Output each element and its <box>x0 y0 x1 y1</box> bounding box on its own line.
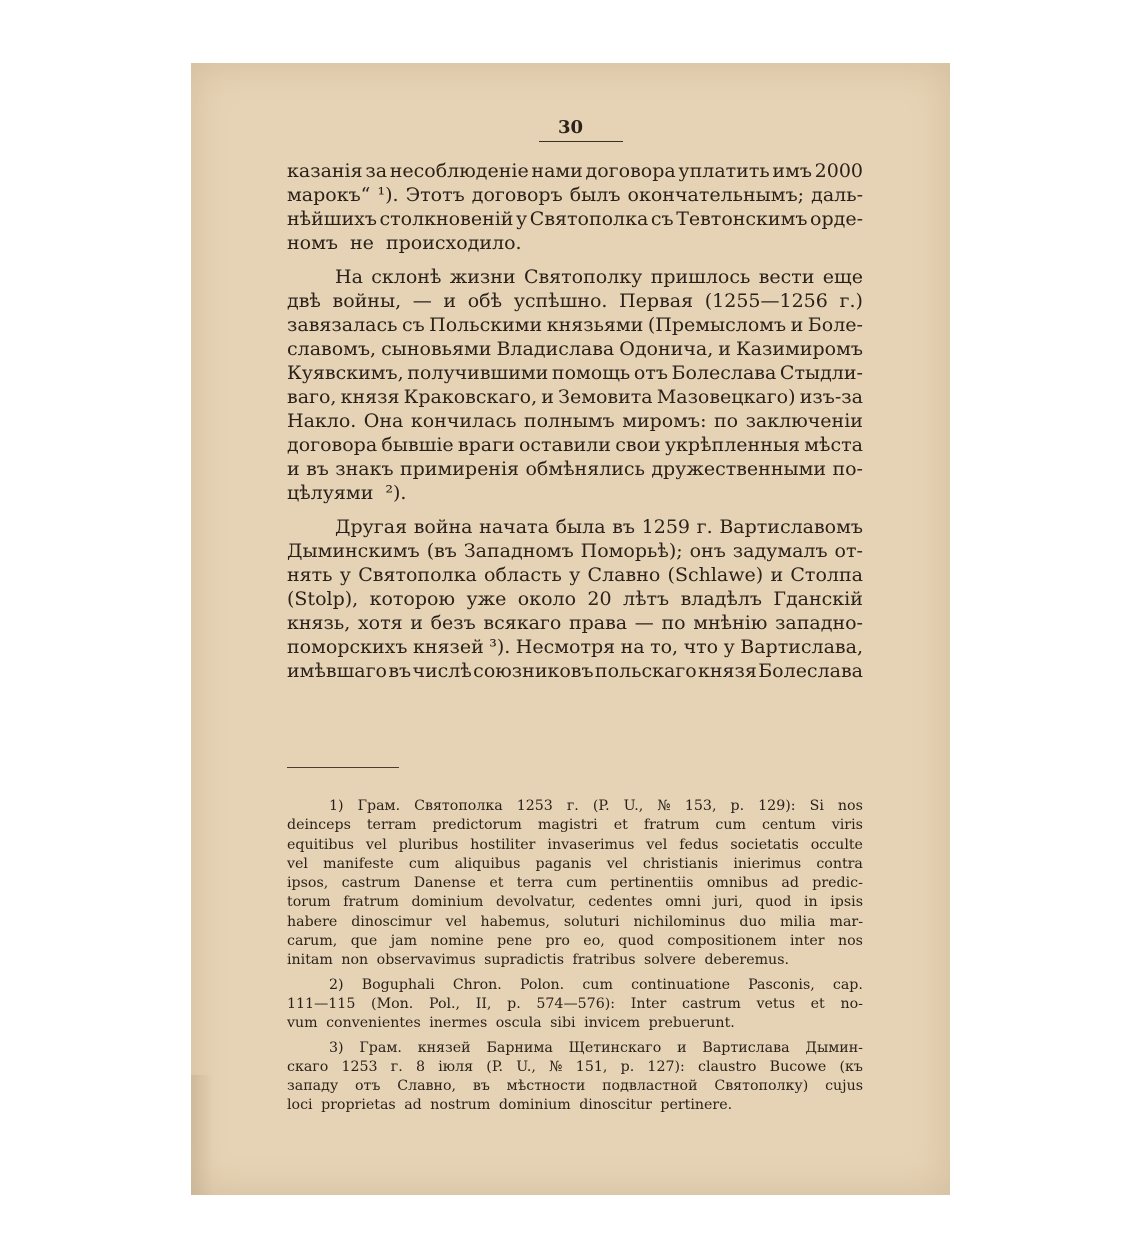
text-line: Накло. Она кончилась полнымъ миромъ: по заключеніи <box>287 410 863 432</box>
text-line: Куявскимъ, получившими помощь отъ Болеслава Стыдли- <box>287 362 863 384</box>
text-line: (Stolp), которою уже около 20 лѣтъ владѣлъ Гданскій <box>287 588 863 610</box>
text-line: договора бывшіе враги оставили свои укрѣпленныя мѣста <box>287 434 863 456</box>
paragraph-1 <box>287 159 863 255</box>
footnote-3 <box>287 1039 863 1116</box>
footnote-line: initam non observavimus supradictis fratribus solvere deberemus. <box>287 952 789 969</box>
footnote-line: torum fratrum dominium devolvatur, cedentes omni juri, quod in ipsis <box>287 894 863 911</box>
text-line: имѣвшаго въ числѣ союзниковъ польскаго князя Болеслава <box>287 660 863 682</box>
text-line: славомъ, сыновьями Владислава Одонича, и Казимиромъ <box>287 338 863 360</box>
text-line: казанія за несоблюденіе нами договора уплатить имъ 2000 <box>287 160 863 182</box>
footnote-line: deinceps terram predictorum magistri et fratrum cum centum viris <box>287 817 863 834</box>
footnote-line: 2) Boguphali Chron. Polon. cum continuatione Pasconis, cap. <box>329 976 863 993</box>
footnote-line: скаго 1253 г. 8 іюля (P. U., № 151, p. 127): claustro Bucowe (къ <box>287 1058 863 1075</box>
footnote-separator <box>287 767 399 768</box>
paragraph-2 <box>287 265 863 505</box>
text-line: Дыминскимъ (въ Западномъ Поморьѣ); онъ задумалъ от- <box>287 540 863 562</box>
footnote-line: западу отъ Славно, въ мѣстности подвластной Святополку) cujus <box>287 1078 863 1095</box>
footnote-line: ipsos, castrum Danense et terra cum pertinentiis omnibus ad predic- <box>287 875 863 892</box>
page-number: 30 <box>557 117 584 138</box>
text-line: марокъ“ ¹). Этотъ договоръ былъ окончательнымъ; даль- <box>287 184 863 206</box>
text-line: На склонѣ жизни Святополку пришлось вести еще <box>335 266 863 288</box>
text-line: нѣйшихъ столкновеній у Святополка съ Тевтонскимъ орде- <box>287 208 863 230</box>
footnote-line: 3) Грам. князей Барнима Щетинскаго и Вартислава Дымин- <box>329 1039 863 1056</box>
footnote-line: loci proprietas ad nostrum dominium dinoscitur pertinere. <box>287 1097 733 1114</box>
paragraph-3 <box>287 515 863 683</box>
text-line: ваго, князя Краковскаго, и Земовита Мазовецкаго) изъ-за <box>287 386 863 408</box>
footnote-line: habere dinoscimur vel habemus, soluturi nichilominus duo milia mar- <box>287 913 863 930</box>
text-line: Другая война начата была въ 1259 г. Вартиславомъ <box>335 516 863 538</box>
text-line: завязалась съ Польскими князьями (Премысломъ и Боле- <box>287 314 863 336</box>
text-line: номъ не происходило. <box>287 232 522 254</box>
main-text <box>287 159 863 683</box>
footnote-2 <box>287 976 863 1034</box>
footnote-line: 111—115 (Mon. Pol., II, p. 574—576): Inter castrum vetus et no- <box>287 995 863 1012</box>
text-line: нять у Святополка область у Славно (Schlawe) и Столпа <box>287 564 863 586</box>
footnotes <box>287 797 863 1116</box>
book-page <box>191 63 950 1195</box>
page-edge-shadow <box>191 1075 213 1195</box>
page-number-rule <box>539 141 623 142</box>
footnote-line: carum, que jam nomine pene pro eo, quod compositionem inter nos <box>287 933 863 950</box>
text-line: цѣлуями ²). <box>287 482 407 504</box>
footnote-line: vum convenientes inermes oscula sibi invicem prebuerunt. <box>287 1015 735 1032</box>
footnote-1 <box>287 797 863 971</box>
text-line: и въ знакъ примиренія обмѣнялись дружественными по- <box>287 458 863 480</box>
text-line: князь, хотя и безъ всякаго права — по мнѣнію западно- <box>287 612 863 634</box>
text-line: двѣ войны, — и обѣ успѣшно. Первая (1255—1256 г.) <box>287 290 863 312</box>
footnote-line: equitibus vel pluribus hostiliter invaserimus vel fedus societatis occulte <box>287 836 863 853</box>
text-line: поморскихъ князей ³). Несмотря на то, что у Вартислава, <box>287 636 863 658</box>
footnote-line: vel manifeste cum aliquibus paganis vel christianis inierimus contra <box>287 855 863 872</box>
footnote-line: 1) Грам. Святополка 1253 г. (P. U., № 153, p. 129): Si nos <box>329 798 863 814</box>
